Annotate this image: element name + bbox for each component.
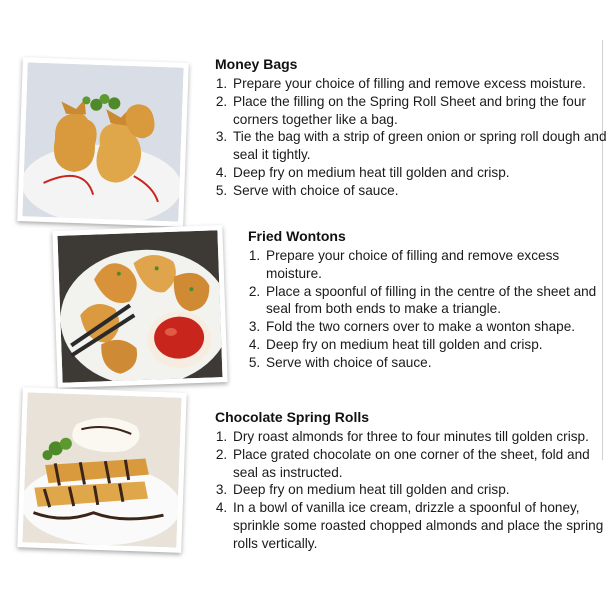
step-item: 2. Place grated chocolate on one corner of the sheet, fold and seal as instructed. <box>231 446 610 482</box>
section-title: Chocolate Spring Rolls <box>215 409 370 425</box>
step-item: 1. Prepare your choice of filling and remove excess moisture. <box>264 247 600 283</box>
step-item: 3. Fold the two corners over to make a wonton shape. <box>264 318 600 336</box>
step-item: 2. Place the filling on the Spring Roll Sheet and bring the four corners together like a bag. <box>231 93 607 129</box>
chocolate-spring-rolls-section <box>215 408 610 553</box>
step-item: 4. Deep fry on medium heat till golden and crisp. <box>264 336 600 354</box>
steps-list <box>215 75 607 200</box>
step-item: 2. Place a spoonful of filling in the centre of the sheet and seal from both ends to make a triangle. <box>264 283 600 319</box>
fried-wontons-photo <box>52 225 227 388</box>
fried-wontons-section <box>248 227 600 372</box>
steps-list <box>248 247 600 372</box>
step-item: 4. In a bowl of vanilla ice cream, drizzle a spoonful of honey, sprinkle some roasted chopped almonds and place the spring rolls vertically. <box>231 499 610 552</box>
money-bags-illustration <box>22 62 183 221</box>
section-title: Fried Wontons <box>248 228 346 244</box>
chocolate-spring-rolls-photo <box>17 387 186 553</box>
step-item: 1. Dry roast almonds for three to four minutes till golden crisp. <box>231 428 610 446</box>
step-item: 3. Deep fry on medium heat till golden and crisp. <box>231 481 610 499</box>
section-title: Money Bags <box>215 56 298 72</box>
step-item: 5. Serve with choice of sauce. <box>264 354 600 372</box>
fried-wontons-illustration <box>57 230 222 382</box>
money-bags-section <box>215 55 607 200</box>
step-item: 1. Prepare your choice of filling and remove excess moisture. <box>231 75 607 93</box>
money-bags-photo <box>17 57 189 227</box>
steps-list <box>215 428 610 553</box>
step-item: 4. Deep fry on medium heat till golden and crisp. <box>231 164 607 182</box>
step-item: 3. Tie the bag with a strip of green onion or spring roll dough and seal it tightly. <box>231 128 607 164</box>
step-item: 5. Serve with choice of sauce. <box>231 182 607 200</box>
chocolate-spring-rolls-illustration <box>22 392 181 547</box>
